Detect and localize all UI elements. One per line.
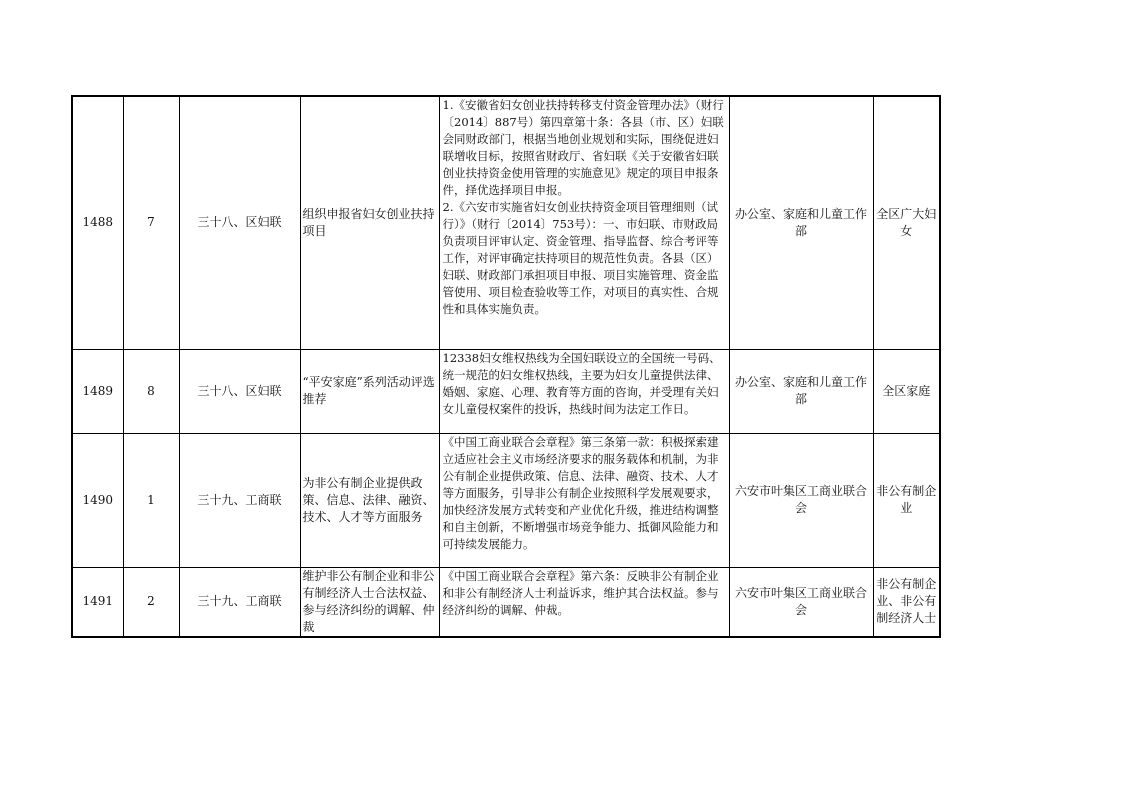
basis-paragraph: 《中国工商业联合会章程》第六条：反映非公有制企业和非公有制经济人士利益诉求，维护其合法权益。参与经济纠纷的调解、仲裁。 (442, 568, 719, 617)
item-cell: 为非公有制企业提供政策、信息、法律、融资、技术、人才等方面服务 (300, 433, 439, 567)
office-cell: 六安市叶集区工商业联合会 (729, 433, 873, 567)
basis-paragraph: 《中国工商业联合会章程》第三条第一款：积极探索建立适应社会主义市场经济要求的服务载体和机制，为非公有制企业提供政策、信息、法律、融资、技术、人才等方面服务，引导非公有制企业按照科学发展观要求，加快经济发展方式转变和产业优化升级，推进结构调整和自主创新，不断增强市场竞争能力、抵御风险能力和可持续发展能力。 (442, 434, 719, 551)
table-row (72, 96, 940, 349)
basis-cell (439, 567, 729, 637)
basis-paragraph: 12338妇女维权热线为全国妇联设立的全国统一号码、统一规范的妇女维权热线，主要为妇女儿童提供法律、婚姻、家庭、心理、教育等方面的咨询，并受理有关妇女儿童侵权案件的投诉，热线时间为法定工作日。 (442, 350, 721, 416)
basis-cell (439, 349, 729, 433)
table-row (72, 567, 940, 637)
num-cell: 8 (123, 349, 179, 433)
basis-paragraph: 1.《安徽省妇女创业扶持转移支付资金管理办法》（财行〔2014〕887号）第四章第十条：各县（市、区）妇联会同财政部门，根据当地创业规划和实际，围绕促进妇联增收目标，按照省财政厅、省妇联《关于安徽省妇联创业扶持资金使用管理的实施意见》规定的项目申报条件，择优选择项目申报。 (442, 98, 724, 197)
office-cell: 六安市叶集区工商业联合会 (729, 567, 873, 637)
office-cell: 办公室、家庭和儿童工作部 (729, 349, 873, 433)
num-cell: 1 (123, 433, 179, 567)
seq-cell: 1490 (72, 433, 123, 567)
target-cell: 全区家庭 (873, 349, 940, 433)
seq-cell: 1488 (72, 96, 123, 349)
item-cell: 维护非公有制企业和非公有制经济人士合法权益、参与经济纠纷的调解、仲裁 (300, 567, 439, 637)
seq-cell: 1491 (72, 567, 123, 637)
target-cell: 非公有制企业、非公有制经济人士 (873, 567, 940, 637)
target-cell: 全区广大妇女 (873, 96, 940, 349)
basis-cell (439, 433, 729, 567)
dept-cell: 三十八、区妇联 (179, 349, 300, 433)
dept-cell: 三十八、区妇联 (179, 96, 300, 349)
table-row (72, 433, 940, 567)
office-cell: 办公室、家庭和儿童工作部 (729, 96, 873, 349)
item-cell: 组织申报省妇女创业扶持项目 (300, 96, 439, 349)
dept-cell: 三十九、工商联 (179, 567, 300, 637)
num-cell: 7 (123, 96, 179, 349)
seq-cell: 1489 (72, 349, 123, 433)
table-row (72, 349, 940, 433)
target-cell: 非公有制企业 (873, 433, 940, 567)
basis-paragraph: 2.《六安市实施省妇女创业扶持资金项目管理细则（试行）》（财行〔2014〕753号）：一、市妇联、市财政局负责项目评审认定、资金管理、指导监督、综合考评等工作，对评审确定扶持项目的规范性负责。各县（区）妇联、财政部门承担项目申报、项目实施管理、资金监管使用、项目检查验收等工作，对项目的真实性、合规性和具体实施负责。 (442, 200, 719, 316)
basis-cell (439, 96, 729, 349)
dept-cell: 三十九、工商联 (179, 433, 300, 567)
service-list-table (71, 95, 941, 638)
num-cell: 2 (123, 567, 179, 637)
item-cell: “平安家庭”系列活动评选推荐 (300, 349, 439, 433)
